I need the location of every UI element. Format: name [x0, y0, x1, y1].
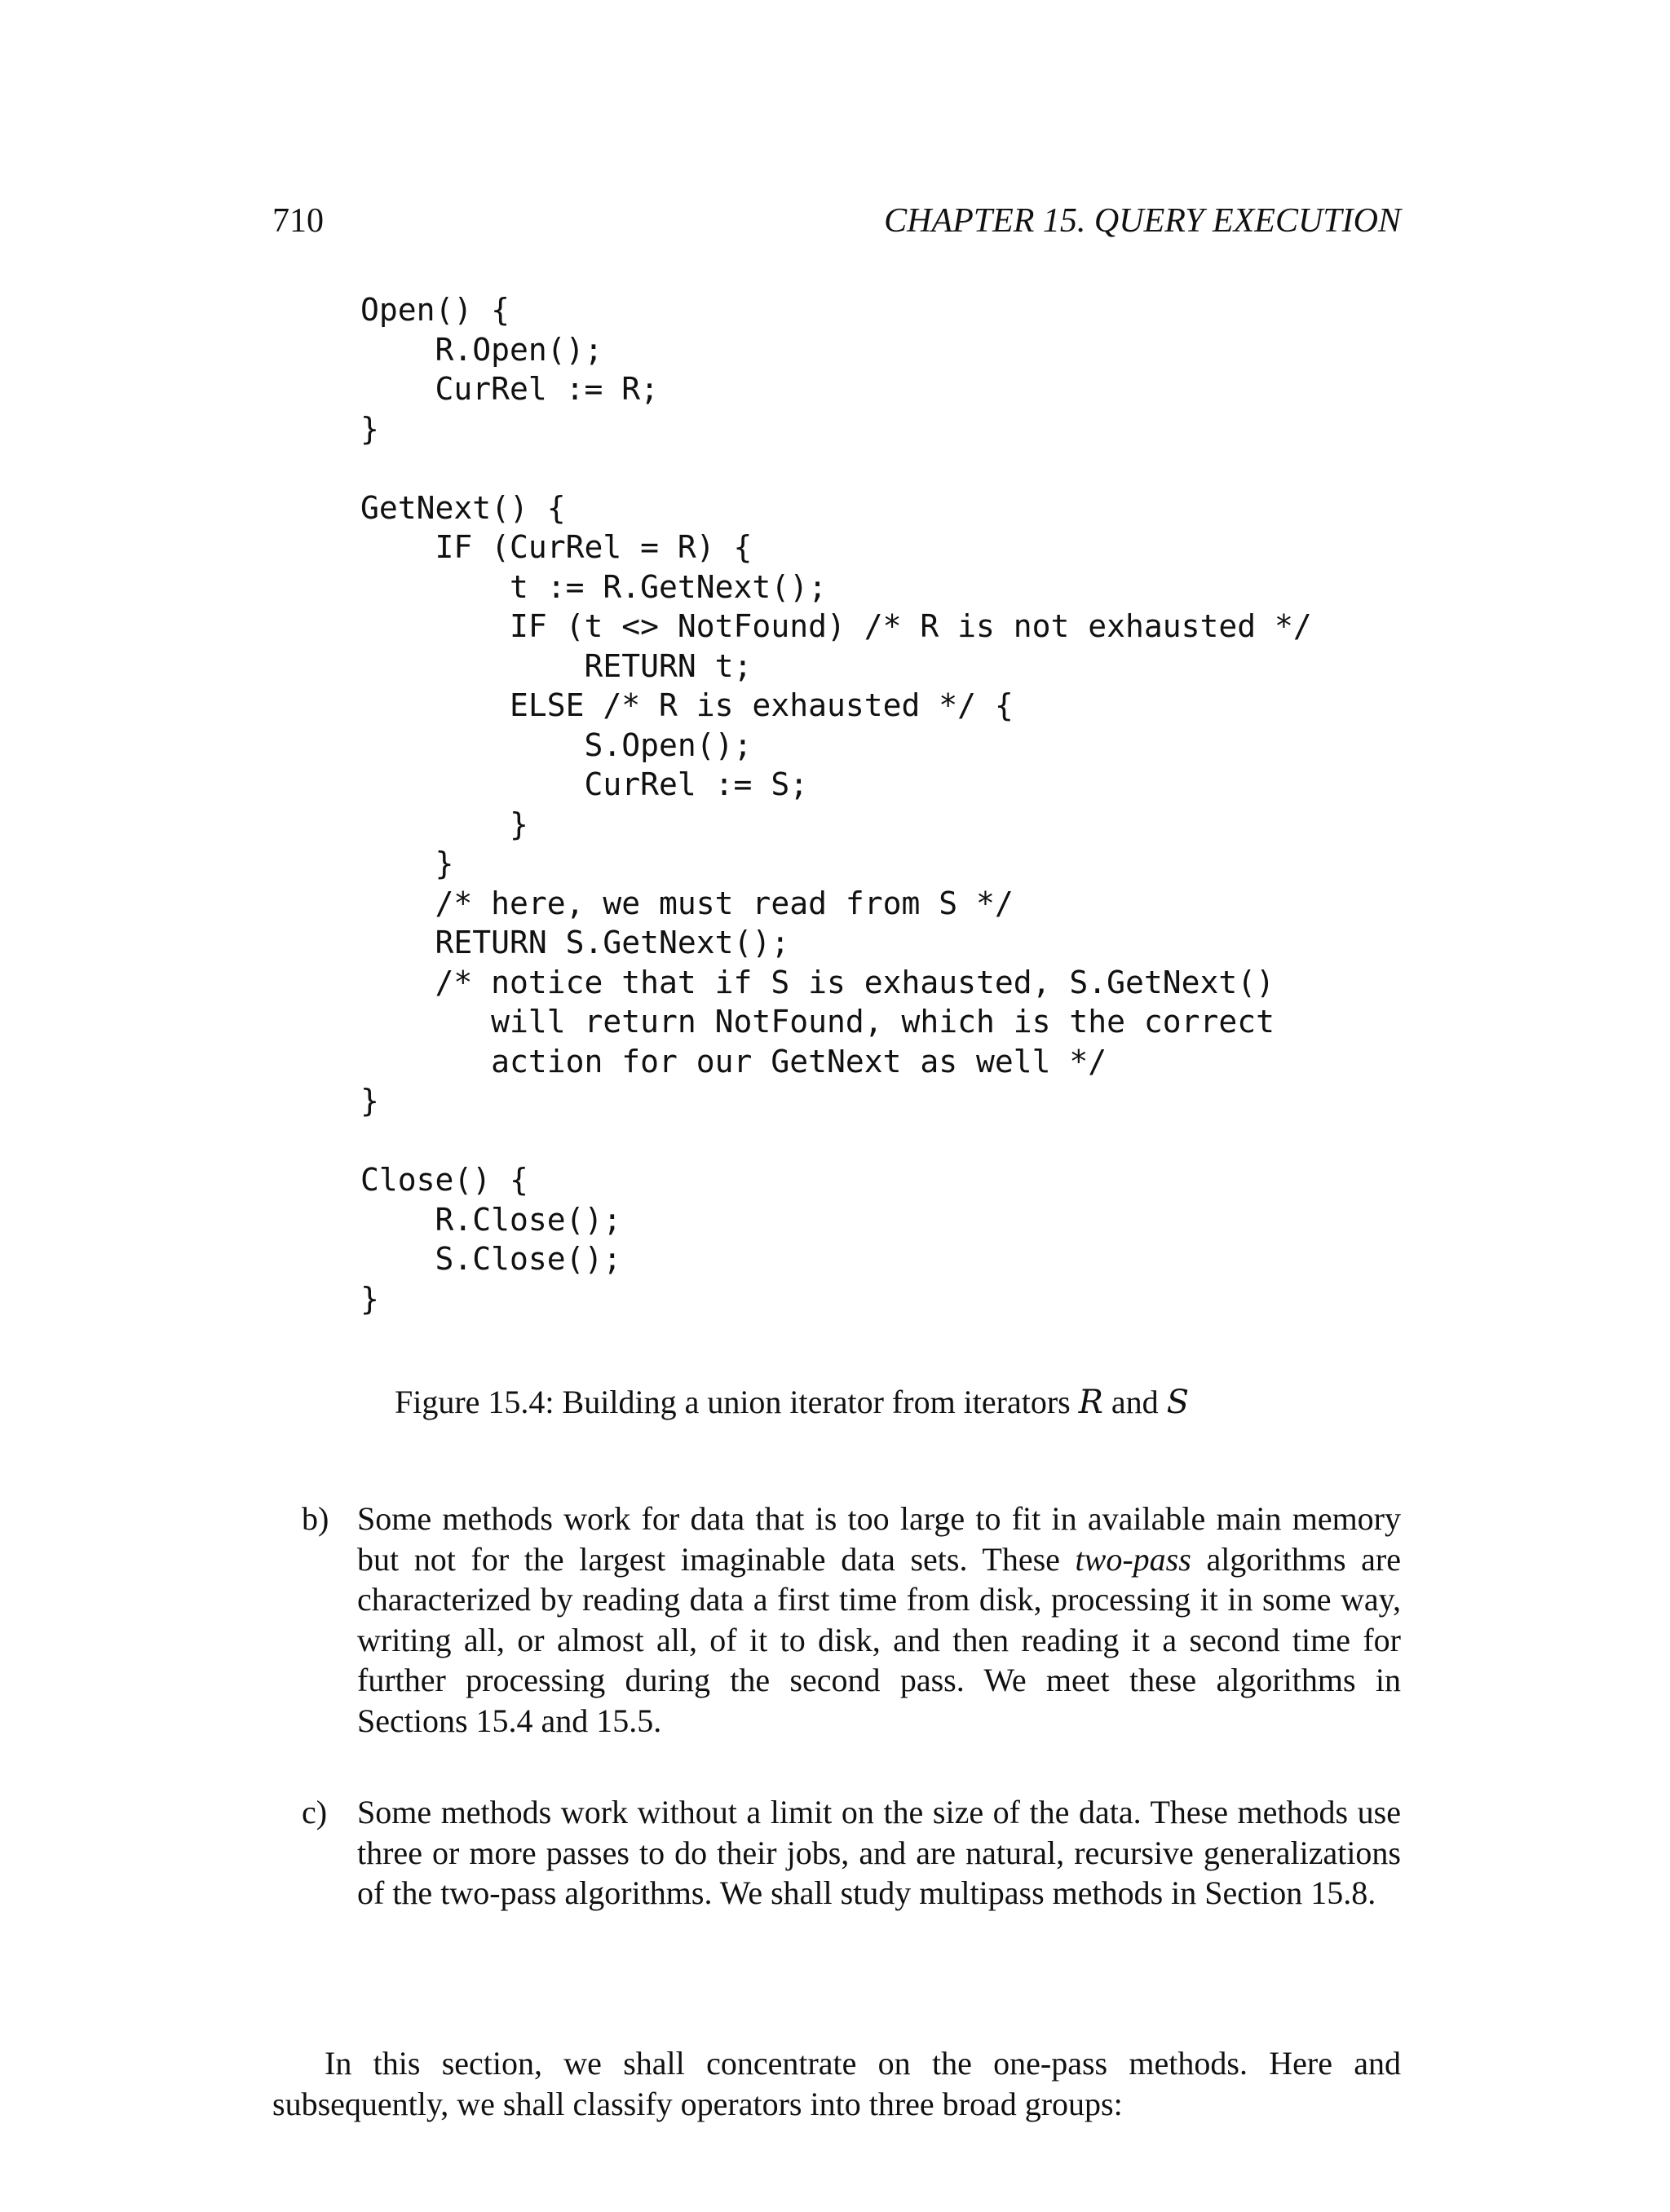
- code-line: CurRel := R;: [360, 371, 660, 407]
- code-line: /* here, we must read from S */: [360, 885, 1014, 921]
- code-line: }: [360, 1280, 379, 1317]
- code-line: GetNext() {: [360, 489, 566, 526]
- list-marker: b): [302, 1500, 329, 1537]
- list-item-text: Some methods work without a limit on the size of the data. These methods use three or more passes to do their jobs, and are natural, recursive generalizations of the two-pass algorithms. We shall study multipass methods in Section 15.8.: [357, 1794, 1401, 1911]
- list-item-b: [302, 1499, 1401, 1741]
- list-item-text: [357, 1499, 1401, 1741]
- code-line: S.Open();: [360, 726, 753, 763]
- code-line: }: [360, 1083, 379, 1119]
- code-line: R.Close();: [360, 1201, 622, 1238]
- list-marker: c): [302, 1794, 328, 1830]
- body-paragraph: In this section, we shall concentrate on the one-pass methods. Here and subsequently, we shall classify operators into three broad groups:: [272, 2045, 1401, 2122]
- list-text-segment: algorithms are characterized by reading data a first time from disk, processing it in some way, writing all, or almost all, of it to disk, and then reading it a second time for further processing during the second pass. We meet these algorithms in Sections 15.4 and 15.5.: [357, 1540, 1402, 1739]
- code-line: /* notice that if S is exhausted, S.GetNext(): [360, 964, 1275, 1000]
- caption-conjunction: and: [1102, 1384, 1167, 1420]
- code-line: RETURN S.GetNext();: [360, 925, 790, 960]
- page-number: 710: [272, 202, 324, 240]
- caption-variable-r: R: [1078, 1384, 1103, 1421]
- code-line: RETURN t;: [360, 647, 753, 684]
- code-line: [360, 1121, 1312, 1161]
- figure-caption: [395, 1383, 1189, 1422]
- code-line: Open() {: [360, 292, 510, 328]
- list-text-segment: Some methods work for data that is too large to fit in available main memory but not for the largest imaginable data sets. These: [357, 1500, 1401, 1578]
- emphasized-term: two-pass: [1075, 1540, 1191, 1578]
- code-line: ELSE /* R is exhausted */ {: [360, 687, 1014, 723]
- code-listing: [360, 290, 1312, 1318]
- code-line: will return NotFound, which is the correct: [360, 1004, 1275, 1040]
- code-line: }: [360, 410, 379, 447]
- code-line: [360, 448, 1312, 488]
- code-line: }: [360, 806, 528, 842]
- code-line: R.Open();: [360, 331, 603, 368]
- code-line: IF (t <> NotFound) /* R is not exhausted */: [360, 608, 1312, 644]
- code-line: CurRel := S;: [360, 766, 809, 802]
- running-head: CHAPTER 15. QUERY EXECUTION: [884, 202, 1401, 240]
- code-line: }: [360, 846, 454, 881]
- list-item-c: [302, 1792, 1401, 1914]
- caption-text: Figure 15.4: Building a union iterator from iterators: [395, 1384, 1079, 1420]
- code-line: S.Close();: [360, 1241, 622, 1277]
- code-line: Close() {: [360, 1162, 528, 1198]
- code-line: action for our GetNext as well */: [360, 1043, 1107, 1080]
- code-line: IF (CurRel = R) {: [360, 529, 753, 565]
- caption-variable-s: S: [1166, 1384, 1190, 1421]
- code-line: t := R.GetNext();: [360, 568, 827, 605]
